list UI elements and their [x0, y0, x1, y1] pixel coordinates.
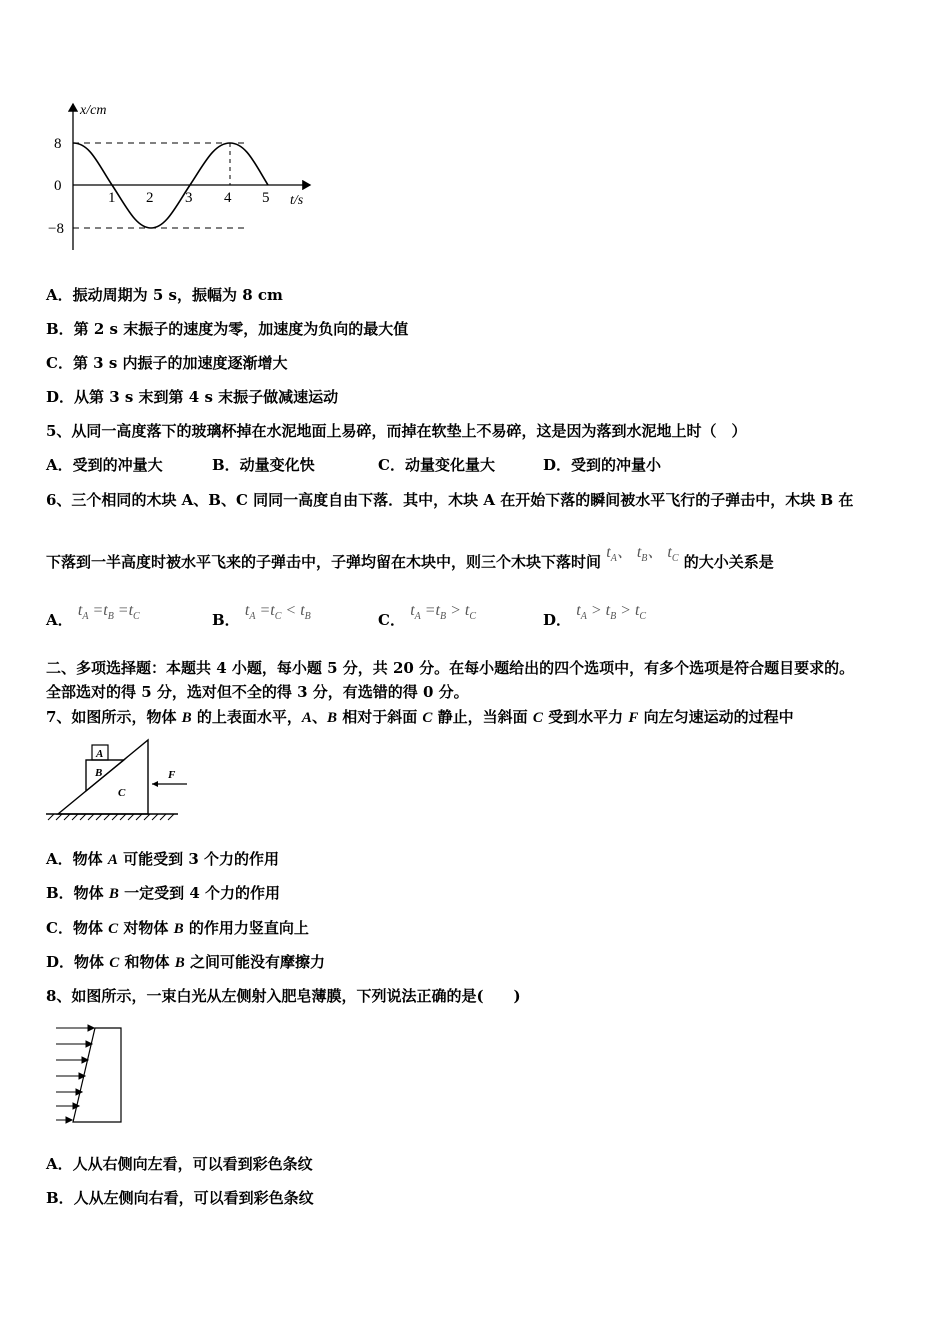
q7-option-c: C．物体 C 对物体 B 的作用力竖直向上 [46, 919, 309, 937]
x-tick-1: 1 [108, 190, 116, 206]
soap-film-figure [50, 1020, 130, 1130]
q6-option-d-label: D． [543, 611, 572, 629]
q7-option-d: D．物体 C 和物体 B 之间可能没有摩擦力 [46, 953, 325, 971]
q6-stem-text: 下落到一半高度时被水平飞来的子弹击中，子弹均留在木块中，则三个木块下落时间 [46, 553, 602, 571]
q8-option-a: A．人从右侧向左看，可以看到彩色条纹 [46, 1155, 313, 1173]
q5-option-d: D．受到的冲量小 [543, 456, 662, 474]
label-f: F [168, 769, 176, 781]
q4-option-b: B．第 2 s 末振子的速度为零，加速度为负向的最大值 [46, 320, 409, 338]
q4-option-a: A．振动周期为 5 s，振幅为 8 cm [46, 286, 283, 304]
y-tick-neg8: −8 [48, 221, 64, 237]
q4-option-d: D．从第 3 s 末到第 4 s 末振子做减速运动 [46, 388, 339, 406]
light-rays [56, 1025, 94, 1123]
q7-stem: 7、如图所示，物体 B 的上表面水平，A、B 相对于斜面 C 静止，当斜面 C 受到水平力 F 向左匀速运动的过程中 [46, 708, 794, 726]
q7-option-b: B．物体 B 一定受到 4 个力的作用 [46, 884, 281, 902]
q6-option-a-expr: $t_A =t_B =t_C$ [77, 602, 140, 623]
x-tick-4: 4 [224, 190, 232, 206]
q8-option-b: B．人从左侧向右看，可以看到彩色条纹 [46, 1189, 314, 1207]
q5-option-c: C．动量变化量大 [378, 456, 495, 474]
q6-time-list: $t_A$、 $t_B$、 $t_C$ [606, 544, 679, 565]
q6-stem-tail: 的大小关系是 [683, 553, 774, 571]
q6-option-d [543, 602, 647, 637]
q6-stem-line2 [46, 544, 774, 579]
q6-option-d-expr: $t_A > t_B > t_C$ [576, 602, 647, 623]
label-b: B [95, 767, 103, 779]
displacement-time-graph [40, 98, 340, 258]
q4-option-c: C．第 3 s 内振子的加速度逐渐增大 [46, 354, 288, 372]
q6-option-b-expr: $t_A =t_C < t_B$ [244, 602, 311, 623]
q6-option-b [212, 602, 311, 637]
q6-option-a [46, 602, 140, 637]
y-tick-0: 0 [54, 178, 62, 194]
section2-line1: 二、多项选择题：本题共 4 小题，每小题 5 分，共 20 分。在每小题给出的四个选项中，有多个选项是符合题目要求的。 [46, 659, 855, 677]
q7-option-a: A．物体 A 可能受到 3 个力的作用 [46, 850, 279, 868]
section2-line2: 全部选对的得 5 分，选对但不全的得 3 分，有选错的得 0 分。 [46, 683, 469, 701]
q5-stem: 5、从同一高度落下的玻璃杯掉在水泥地面上易碎，而掉在软垫上不易碎，这是因为落到水泥地上时（ ） [46, 422, 747, 440]
label-c: C [118, 787, 126, 799]
q6-option-c [378, 602, 477, 637]
x-tick-5: 5 [262, 190, 270, 206]
q6-option-c-label: C． [378, 611, 405, 629]
y-tick-8: 8 [54, 136, 62, 152]
label-a: A [96, 748, 104, 760]
y-axis-label: x/cm [80, 103, 107, 118]
q6-option-c-expr: $t_A =t_B > t_C$ [410, 602, 477, 623]
incline-figure [44, 738, 194, 828]
q6-stem-line1: 6、三个相同的木块 A、B、C 同同一高度自由下落．其中，木块 A 在开始下落的瞬间被水平飞行的子弹击中，木块 B 在 [46, 491, 854, 509]
x-axis-label: t/s [290, 193, 304, 208]
q8-stem: 8、如图所示，一束白光从左侧射入肥皂薄膜，下列说法正确的是( ) [46, 987, 521, 1005]
q6-option-b-label: B． [212, 611, 240, 629]
q5-option-a: A．受到的冲量大 [46, 456, 163, 474]
x-tick-3: 3 [185, 190, 193, 206]
q5-option-b: B．动量变化快 [212, 456, 315, 474]
q6-option-a-label: A． [46, 611, 73, 629]
x-tick-2: 2 [146, 190, 154, 206]
